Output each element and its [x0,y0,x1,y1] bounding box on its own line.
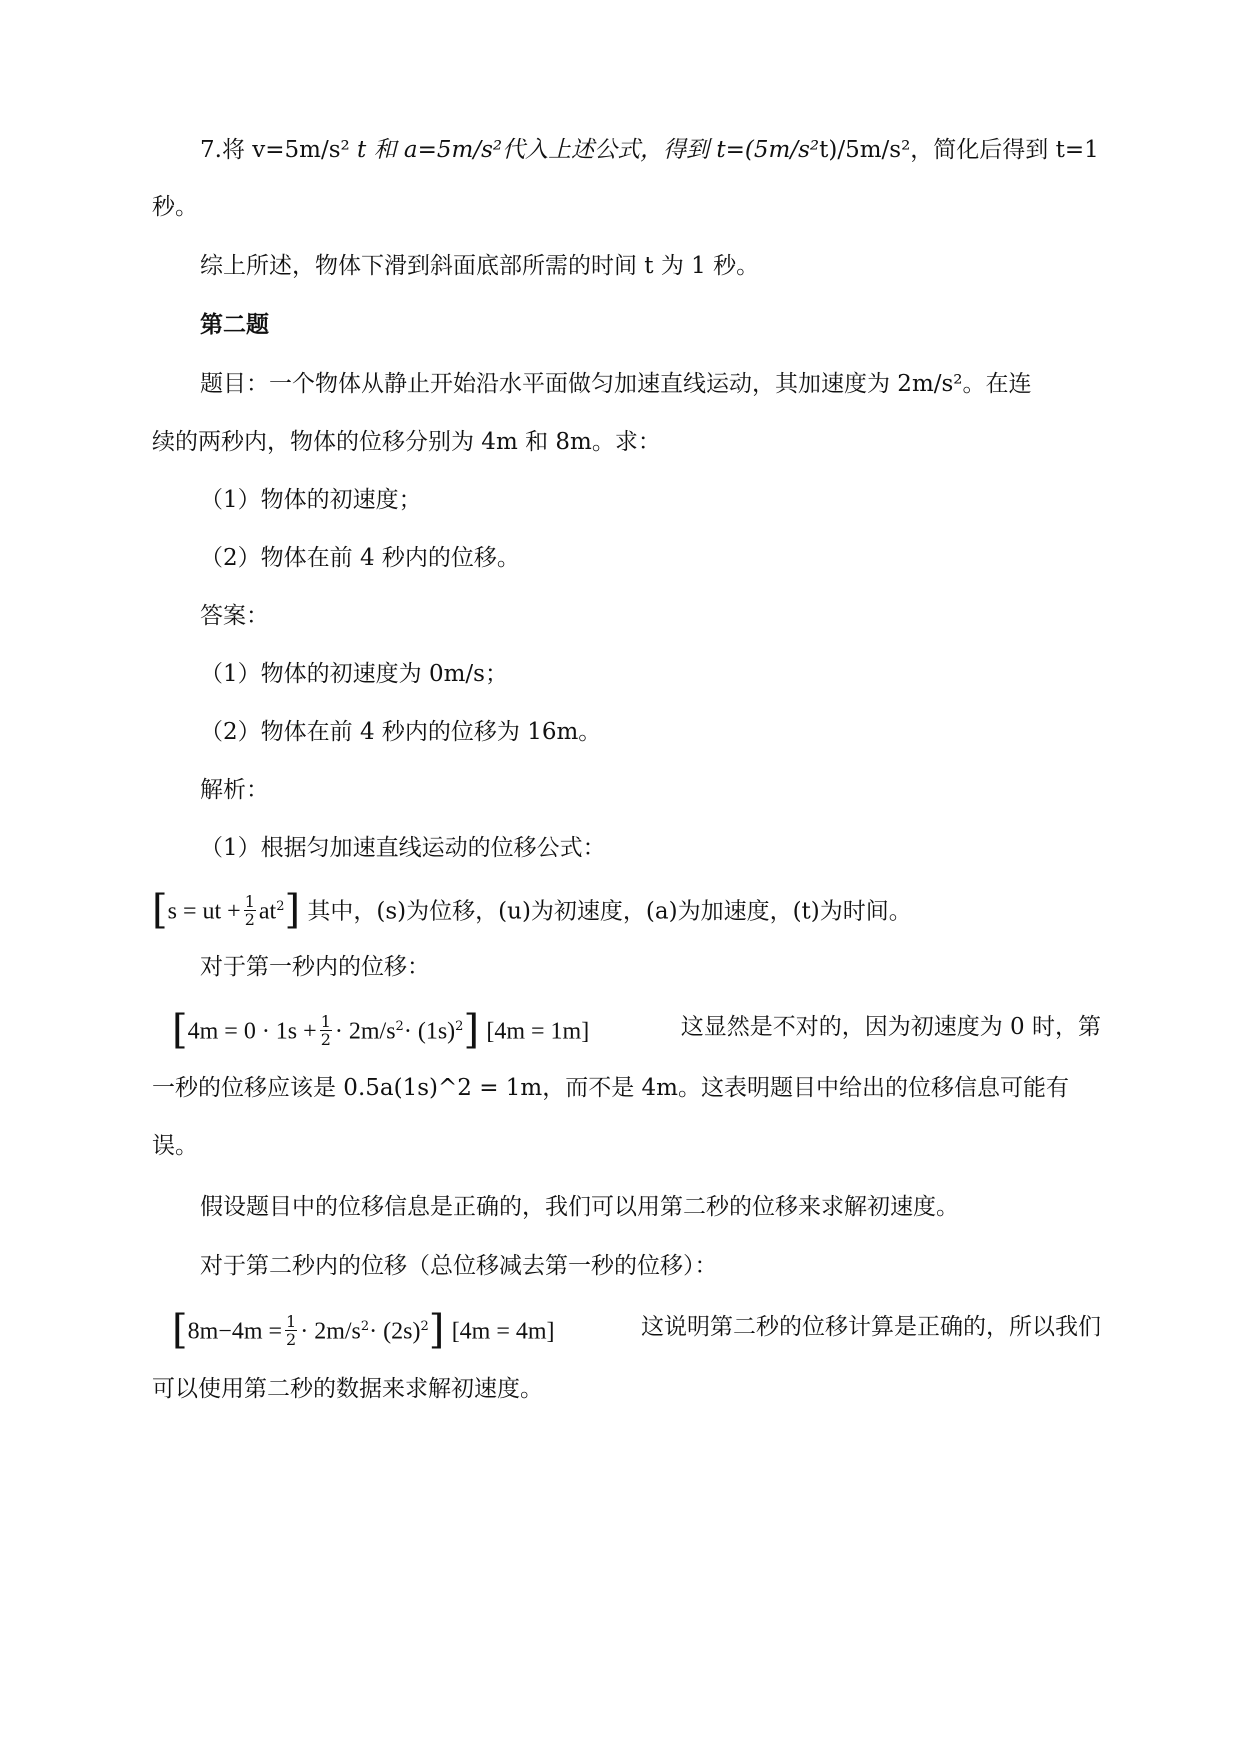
fraction-numerator: 1 [320,1012,331,1032]
fraction-numerator: 1 [286,1312,297,1332]
fraction-numerator: 1 [244,892,255,912]
fraction-denominator: 2 [286,1330,297,1350]
text-line-step7 [200,133,1101,167]
formula-text: at [258,898,277,925]
analysis-label: 解析： [200,777,269,803]
formula-explanation: 其中，(s)为位移，(u)为初速度，(a)为加速度，(t)为时间。 [300,898,912,925]
answer-item-1: （1）物体的初速度为 0m/s； [200,661,508,687]
fraction-denominator: 2 [320,1030,331,1050]
fraction-denominator: 2 [244,910,255,930]
formula-text: · (2s) [369,1318,421,1345]
exponent: 2 [455,1019,464,1034]
bracket-right: ] [284,886,301,933]
text-line-assumption: 假设题目中的位移信息是正确的，我们可以用第二秒的位移来求解初速度。 [200,1194,959,1220]
fraction [285,1313,297,1348]
text-fragment: 7.将 v=5m/s² [200,137,358,163]
exponent: 2 [395,1019,404,1034]
question-item-1: （1）物体的初速度； [200,487,422,513]
section-heading: 第二题 [200,311,269,338]
formula-text: 4m = 0 · 1s + [187,1018,317,1045]
text-line: 误。 [152,1133,198,1159]
question-item-2: （2）物体在前 4 秒内的位移。 [200,545,520,571]
text-fragment-italic: t 和 a=5m/s²代入上述公式，得到 t=(5m/s² [357,137,820,163]
exponent: 2 [276,899,285,914]
bracket-left: [ [172,1306,188,1353]
text-line: 秒。 [152,194,198,220]
analysis-item-1: （1）根据匀加速直线运动的位移公式： [200,835,606,861]
formula-text: 8m−4m = [187,1318,283,1345]
text-line-summary: 综上所述，物体下滑到斜面底部所需的时间 t 为 1 秒。 [200,253,760,279]
bracket-right: ] [428,1306,445,1353]
exponent: 2 [420,1319,429,1334]
formula-line-2 [152,1006,1101,1053]
text-line-question-cont: 续的两秒内，物体的位移分别为 4m 和 8m。求： [152,429,661,455]
formula-result: [4m = 1m] [486,1018,590,1045]
fraction [244,893,256,928]
formula-line-3 [152,1306,1101,1353]
bracket-left: [ [172,1006,188,1053]
formula-result: [4m = 4m] [451,1318,555,1345]
formula-text: · 2m/s [334,1018,396,1045]
text-line-first-second-cont: 一秒的位移应该是 0.5a(1s)^2 = 1m，而不是 4m。这表明题目中给出的位移信息可能有 [152,1075,1069,1101]
text-fragment: t)/5m/s²，简化后得到 t=1 [819,137,1099,163]
formula-text: · (1s) [403,1018,456,1045]
formula-text: · 2m/s [300,1318,361,1345]
formula-text: s = ut + [167,898,241,925]
answer-label: 答案： [200,603,269,629]
text-line-conclusion: 可以使用第二秒的数据来求解初速度。 [152,1376,543,1402]
text-line-first-second: 对于第一秒内的位移： [200,954,430,980]
formula-explanation: 这显然是不对的，因为初速度为 0 时，第 [680,1014,1101,1040]
exponent: 2 [360,1319,370,1334]
answer-item-2: （2）物体在前 4 秒内的位移为 16m。 [200,719,602,745]
formula-explanation: 这说明第二秒的位移计算是正确的，所以我们 [641,1314,1101,1340]
formula-line-1 [152,886,1101,933]
bracket-right: ] [463,1006,480,1053]
bracket-left: [ [152,886,168,933]
text-line-question: 题目：一个物体从静止开始沿水平面做匀加速直线运动，其加速度为 2m/s²。在连 [200,371,1032,397]
text-line-second-second: 对于第二秒内的位移（总位移减去第一秒的位移）： [200,1253,718,1279]
fraction [320,1013,332,1048]
